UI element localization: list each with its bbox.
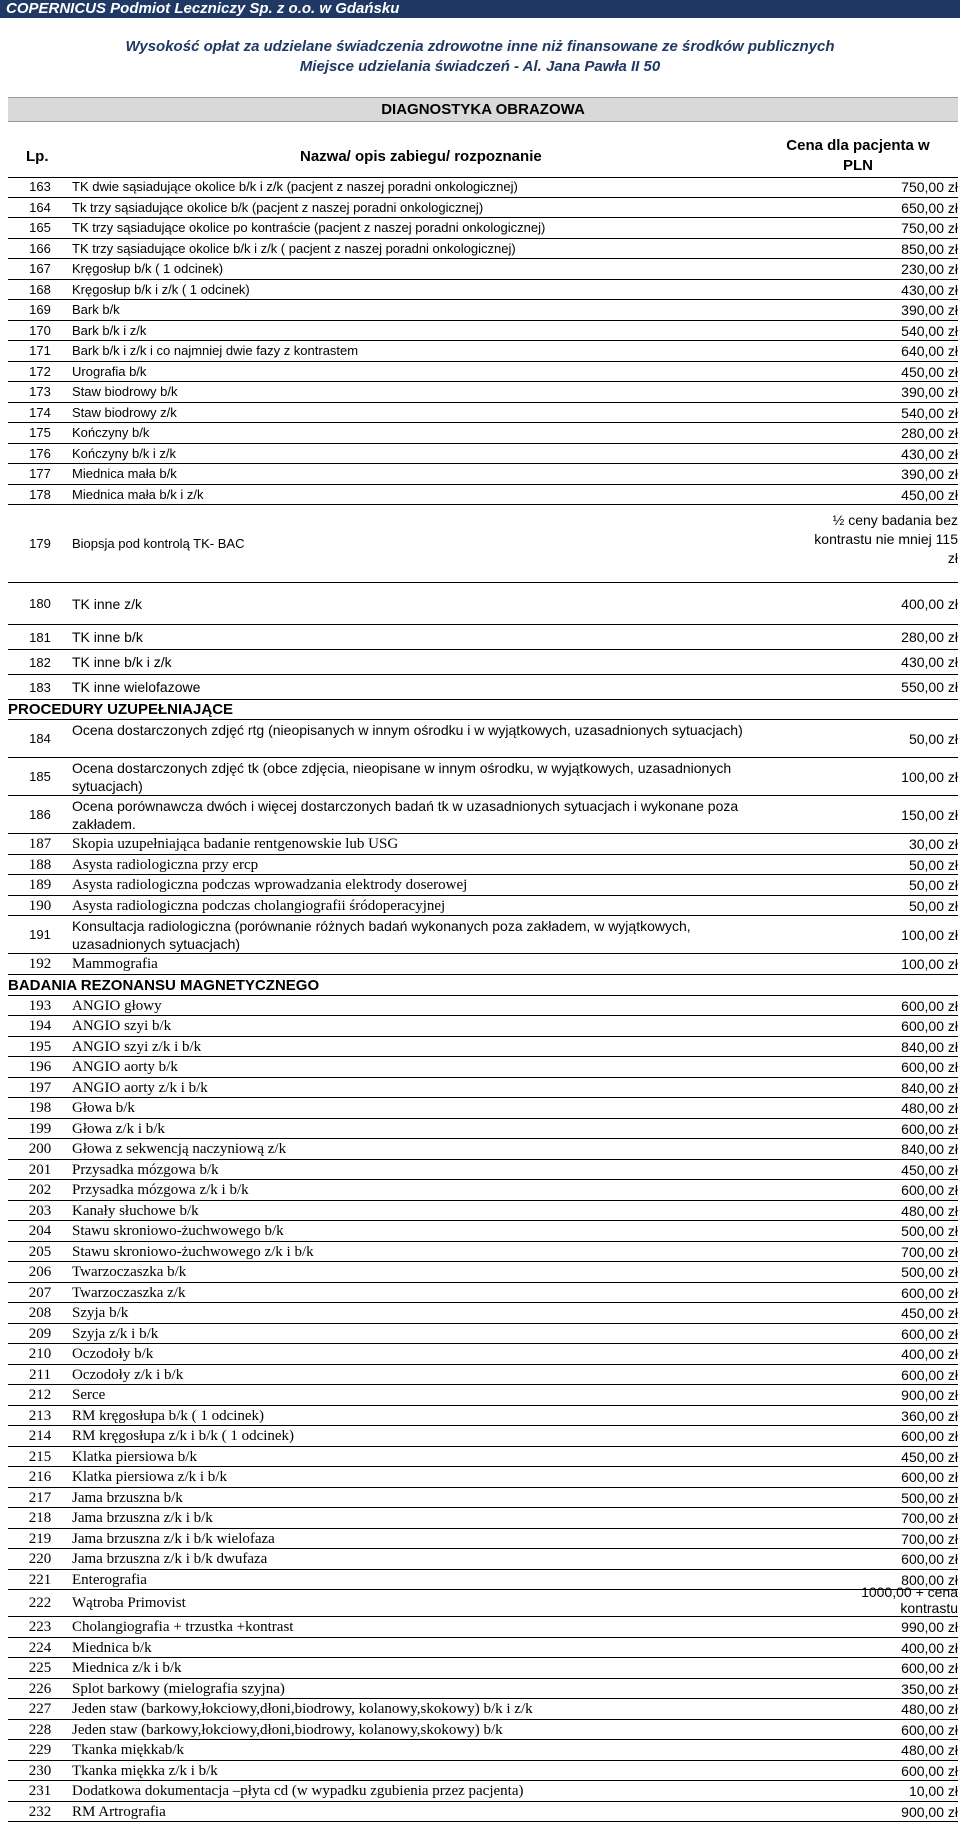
row-price: 390,00 zł [901,466,958,482]
table-row [8,321,958,342]
row-description: TK dwie sąsiadujące okolice b/k i z/k (pacjent z naszej poradni onkologicznej) [72,179,518,194]
row-number: 177 [29,466,51,481]
table-row [8,485,958,506]
row-number: 166 [29,240,51,256]
row-number: 224 [28,1639,52,1656]
table-row [8,403,958,424]
row-description: Jama brzuszna z/k i b/k wielofaza [72,1530,275,1547]
row-number: 194 [28,1018,52,1034]
row-number: 163 [29,179,51,194]
table-row [8,954,958,975]
row-number: 195 [28,1038,52,1055]
row-description: Głowa b/k [72,1100,135,1116]
table-row [8,1160,958,1181]
group-heading-procedures: PROCEDURY UZUPEŁNIAJĄCE [8,700,958,720]
row-price: 600,00 zł [901,1325,958,1342]
table-row [8,1720,958,1741]
table-row [8,1549,958,1570]
row-description: Stawu skroniowo-żuchwowego b/k [72,1223,284,1239]
row-description: Przysadka mózgowa b/k [72,1161,219,1178]
row-price: 600,00 zł [901,997,958,1014]
location-heading: Miejsce udzielania świadczeń - Al. Jana Pawła II 50 [299,58,661,75]
row-price: 600,00 zł [901,1120,958,1137]
row-number: 231 [28,1783,52,1799]
group-heading-mri: BADANIA REZONANSU MAGNETYCZNEGO [8,975,958,996]
table-row [8,916,958,954]
row-description: Asysta radiologiczna podczas cholangiografii śródoperacyjnej [72,897,446,914]
row-description: Ocena dostarczonych zdjęć tk (obce zdjęcia, nieopisane w innym ośrodku, w wyjątkowych, uzasadnionych sytuacjach) [72,760,732,794]
row-description: Wątroba Primovist [72,1595,186,1611]
row-number: 197 [28,1079,52,1096]
row-price: 100,00 zł [901,927,958,943]
column-header [8,133,958,178]
table-row [8,1221,958,1242]
row-description: Miednica z/k i b/k [72,1660,182,1676]
row-number: 172 [29,363,51,379]
row-number: 223 [28,1619,52,1635]
row-price: 390,00 zł [901,302,958,318]
table-row [8,1488,958,1509]
row-price: 600,00 zł [901,1469,958,1485]
row-price: 430,00 zł [901,281,958,298]
table-row [8,1802,958,1823]
price-table [8,177,958,1822]
row-description: TK inne b/k i z/k [72,654,172,670]
table-row [8,1365,958,1386]
table-row [8,855,958,876]
row-number: 189 [28,877,52,893]
row-price: 1000,00 + cena kontrastu [861,1584,958,1616]
row-description: Oczodoły z/k i b/k [72,1366,184,1383]
table-row [8,896,958,917]
row-description: Jama brzuszna z/k i b/k [72,1510,213,1526]
row-price: 390,00 zł [901,384,958,400]
row-description: Twarzoczaszka b/k [72,1264,187,1280]
row-number: 174 [29,404,51,420]
table-row [8,1303,958,1324]
row-description: Mammografia [72,956,158,972]
row-description: Tk trzy sąsiadujące okolice b/k (pacjent z naszej poradni onkologicznej) [72,199,484,215]
row-number: 191 [29,927,51,942]
row-price: 280,00 zł [901,629,958,645]
row-price: 600,00 zł [901,1284,958,1301]
table-row [8,444,958,465]
row-price: 350,00 zł [901,1680,958,1697]
row-description: RM kręgosłupa b/k ( 1 odcinek) [72,1407,265,1424]
row-price: 600,00 zł [901,1551,958,1567]
row-description: Bark b/k i z/k i co najmniej dwie fazy z kontrastem [72,343,359,358]
row-price: 430,00 zł [901,445,958,462]
row-number: 198 [28,1100,52,1116]
row-number: 202 [28,1182,52,1198]
table-row [8,1119,958,1140]
row-description: TK inne wielofazowe [72,679,201,695]
row-price: 480,00 zł [901,1701,958,1717]
row-description: Enterografia [72,1571,147,1588]
table-row [8,1242,958,1263]
row-description: Asysta radiologiczna przy ercp [72,856,259,873]
table-row [8,650,958,675]
row-number: 216 [28,1469,52,1485]
row-description: Dodatkowa dokumentacja –płyta cd (w wypadku zgubienia przez pacjenta) [72,1783,524,1799]
table-row [8,583,958,625]
row-description: Kończyny b/k i z/k [72,445,177,461]
table-row [8,1078,958,1099]
row-price: 750,00 zł [901,179,958,195]
table-row [8,1201,958,1222]
table-row [8,1658,958,1679]
row-price: 550,00 zł [901,679,958,695]
row-number: 192 [28,956,52,972]
row-description: Serce [72,1387,106,1403]
row-description: TK trzy sąsiadujące okolice b/k i z/k ( pacjent z naszej poradni onkologicznej) [72,240,516,256]
row-number: 181 [29,630,51,645]
row-price: 540,00 zł [901,322,958,339]
row-number: 178 [29,486,51,502]
row-description: Twarzoczaszka z/k [72,1284,186,1301]
row-description: Asysta radiologiczna podczas wprowadzania elektrody doserowej [72,877,468,893]
row-description: Klatka piersiowa b/k [72,1448,197,1465]
row-number: 226 [28,1680,52,1697]
table-row [8,720,958,758]
row-price: 600,00 zł [901,1059,958,1075]
row-description: Oczodoły b/k [72,1346,154,1362]
row-description: TK inne z/k [72,596,143,612]
table-row [8,1740,958,1761]
table-row [8,505,958,583]
row-number: 164 [29,199,51,215]
row-description: Jeden staw (barkowy,łokciowy,dłoni,biodrowy, kolanowy,skokowy) b/k i z/k [72,1701,533,1717]
row-price: 430,00 zł [901,654,958,670]
row-price: 700,00 zł [901,1530,958,1547]
row-description: Tkanka miękkab/k [72,1742,185,1758]
row-number: 229 [28,1742,52,1758]
row-number: 173 [29,384,51,399]
table-row [8,280,958,301]
row-price: 450,00 zł [901,1161,958,1178]
table-row [8,675,958,700]
section-title: DIAGNOSTYKA OBRAZOWA [381,101,585,118]
row-number: 213 [28,1407,52,1424]
table-row [8,1037,958,1058]
table-row [8,1324,958,1345]
row-price: 400,00 zł [901,1346,958,1362]
row-number: 222 [28,1595,52,1611]
row-price: 400,00 zł [901,1639,958,1656]
row-number: 206 [28,1264,52,1280]
row-price: 400,00 zł [901,596,958,612]
company-name: COPERNICUS Podmiot Leczniczy Sp. z o.o. w Gdańsku [6,0,400,17]
row-price: 600,00 zł [901,1762,958,1779]
table-row [8,1447,958,1468]
row-price: 600,00 zł [901,1182,958,1198]
row-price: 100,00 zł [901,769,958,785]
row-description: Ocena porównawcza dwóch i więcej dostarczonych badań tk w uzasadnionych sytuacjach i wykonane poza zakładem. [72,798,739,832]
table-row [8,1570,958,1591]
table-row [8,1262,958,1283]
row-number: 169 [29,302,51,317]
row-number: 196 [28,1059,52,1075]
row-number: 175 [29,425,51,440]
table-row [8,239,958,260]
row-number: 171 [29,343,51,358]
row-price: 900,00 zł [901,1387,958,1403]
row-number: 201 [28,1161,52,1178]
row-number: 204 [28,1223,52,1239]
table-row [8,423,958,444]
row-price: 640,00 zł [901,343,958,359]
table-row [8,259,958,280]
table-row [8,1529,958,1550]
row-number: 215 [28,1448,52,1465]
row-number: 205 [28,1243,52,1260]
row-price: 150,00 zł [901,807,958,823]
table-row [8,1508,958,1529]
row-description: ANGIO szyi z/k i b/k [72,1038,202,1055]
row-number: 170 [29,322,51,338]
row-number: 184 [29,731,51,746]
table-row [8,177,958,198]
row-price: 990,00 zł [901,1619,958,1635]
row-description: Kręgosłup b/k i z/k ( 1 odcinek) [72,281,250,297]
row-price: 600,00 zł [901,1660,958,1676]
row-number: 209 [28,1325,52,1342]
table-row [8,834,958,855]
row-description: Konsultacja radiologiczna (porównanie różnych badań wykonanych poza zakładem, w wyjątkowych, uzasadnionych sytuacjach) [72,918,691,952]
table-row [8,1098,958,1119]
row-description: Głowa z/k i b/k [72,1120,165,1137]
table-row [8,1016,958,1037]
table-row [8,300,958,321]
row-price: 600,00 zł [901,1366,958,1383]
row-number: 185 [29,769,51,784]
row-description: Bark b/k [72,302,120,317]
row-description: Ocena dostarczonych zdjęć rtg (nieopisanych w innym ośrodku i w wyjątkowych, uzasadnionych sytuacjach) [72,722,743,738]
top-banner [0,0,960,18]
row-description: Kończyny b/k [72,425,150,440]
row-number: 220 [28,1551,52,1567]
row-price: 450,00 zł [901,486,958,503]
row-number: 167 [29,261,51,276]
row-description: TK trzy sąsiadujące okolice po kontraście (pacjent z naszej poradni onkologicznej) [72,220,546,235]
row-description: Miednica mała b/k [72,466,177,481]
row-description: TK inne b/k [72,629,143,645]
row-description: Kręgosłup b/k ( 1 odcinek) [72,261,224,276]
row-description: Szyja z/k i b/k [72,1325,159,1342]
table-row [8,875,958,896]
row-number: 221 [28,1571,52,1588]
table-row [8,1344,958,1365]
row-description: RM kręgosłupa z/k i b/k ( 1 odcinek) [72,1428,295,1444]
section-bar [8,97,958,122]
row-description: ANGIO aorty z/k i b/k [72,1079,208,1096]
row-price: 700,00 zł [901,1243,958,1260]
row-description: Urografia b/k [72,363,147,379]
row-description: Jeden staw (barkowy,łokciowy,dłoni,biodrowy, kolanowy,skokowy) b/k [72,1721,503,1738]
row-price: 480,00 zł [901,1742,958,1758]
row-number: 179 [29,536,51,551]
row-description: Jama brzuszna b/k [72,1489,183,1506]
row-number: 208 [28,1305,52,1321]
row-price: 900,00 zł [901,1803,958,1820]
row-number: 165 [29,220,51,235]
table-row [8,1057,958,1078]
row-number: 214 [28,1428,52,1444]
row-description: Staw biodrowy b/k [72,384,178,399]
row-number: 199 [28,1120,52,1137]
table-row [8,1426,958,1447]
row-number: 183 [29,680,51,695]
row-description: Bark b/k i z/k [72,322,147,338]
row-number: 207 [28,1284,52,1301]
row-number: 168 [29,281,51,297]
row-number: 211 [29,1366,51,1383]
table-row [8,1406,958,1427]
row-description: Skopia uzupełniająca badanie rentgenowskie lub USG [72,836,399,852]
lp-header: Lp. [26,148,49,165]
row-number: 228 [28,1721,52,1738]
row-price: 600,00 zł [901,1428,958,1444]
row-price: 480,00 zł [901,1100,958,1116]
row-description: Szyja b/k [72,1305,129,1321]
table-row [8,464,958,485]
row-price: 840,00 zł [901,1079,958,1096]
row-description: Jama brzuszna z/k i b/k dwufaza [72,1551,268,1567]
table-row [8,382,958,403]
row-number: 225 [28,1660,52,1676]
row-price: 600,00 zł [901,1018,958,1034]
table-row [8,1467,958,1488]
table-row [8,1781,958,1802]
row-price: 30,00 zł [908,836,958,852]
table-row [8,1699,958,1720]
row-number: 193 [28,997,52,1014]
row-number: 212 [28,1387,52,1403]
row-description: Staw biodrowy z/k [72,404,177,420]
row-description: ANGIO głowy [72,997,162,1014]
fee-heading: Wysokość opłat za udzielane świadczenia zdrowotne inne niż finansowane ze środków publicznych [125,38,835,55]
row-price: 100,00 zł [901,956,958,972]
row-price: 50,00 zł [908,897,958,914]
price-header-line2: PLN [843,157,873,174]
row-number: 218 [28,1510,52,1526]
price-header-line1: Cena dla pacjenta w [786,137,930,154]
table-row [8,341,958,362]
row-description: Klatka piersiowa z/k i b/k [72,1469,227,1485]
row-price: 500,00 zł [901,1223,958,1239]
table-row [8,218,958,239]
row-price: 280,00 zł [901,425,958,441]
row-number: 230 [28,1762,52,1779]
row-description: ANGIO szyi b/k [72,1018,172,1034]
row-price: 450,00 zł [901,1448,958,1465]
row-price: 480,00 zł [901,1202,958,1219]
row-description: Miednica mała b/k i z/k [72,486,204,502]
row-description: RM Artrografia [72,1803,166,1820]
row-number: 203 [28,1202,52,1219]
table-row [8,996,958,1017]
row-description: Kanały słuchowe b/k [72,1202,199,1219]
row-price: 800,00 zł [901,1571,958,1588]
table-row [8,758,958,796]
row-number: 186 [29,807,51,822]
table-row [8,1638,958,1659]
row-price: ½ ceny badania bez kontrastu nie mniej 115 zł [814,512,958,566]
row-price: 540,00 zł [901,404,958,421]
row-price: 750,00 zł [901,220,958,236]
row-number: 182 [29,655,51,670]
row-price: 50,00 zł [908,877,958,893]
row-number: 176 [29,445,51,461]
row-price: 10,00 zł [908,1783,958,1799]
table-row [8,1761,958,1782]
row-description: Splot barkowy (mielografia szyjna) [72,1680,285,1697]
row-number: 180 [29,596,51,611]
row-price: 840,00 zł [901,1141,958,1157]
row-price: 840,00 zł [901,1038,958,1055]
row-description: ANGIO aorty b/k [72,1059,178,1075]
table-row [8,1584,958,1617]
table-row [8,1139,958,1160]
row-price: 500,00 zł [901,1264,958,1280]
row-number: 227 [28,1701,52,1717]
row-price: 650,00 zł [901,199,958,216]
table-row [8,362,958,383]
row-number: 232 [28,1803,52,1820]
row-price: 700,00 zł [901,1510,958,1526]
name-header: Nazwa/ opis zabiegu/ rozpoznanie [300,148,542,165]
row-number: 187 [28,836,52,852]
row-price: 450,00 zł [901,363,958,380]
row-number: 210 [28,1346,52,1362]
row-price: 360,00 zł [901,1407,958,1424]
row-price: 50,00 zł [908,731,958,747]
table-row [8,1385,958,1406]
row-description: Głowa z sekwencją naczyniową z/k [72,1141,287,1157]
row-price: 850,00 zł [901,240,958,257]
table-row [8,1617,958,1638]
row-price: 600,00 zł [901,1721,958,1738]
row-price: 500,00 zł [901,1489,958,1506]
table-row [8,198,958,219]
table-row [8,796,958,834]
row-number: 217 [28,1489,52,1506]
row-number: 200 [28,1141,52,1157]
table-row [8,625,958,650]
row-description: Tkanka miękka z/k i b/k [72,1762,218,1779]
row-description: Miednica b/k [72,1639,152,1656]
row-number: 188 [28,856,52,873]
row-price: 50,00 zł [908,856,958,873]
row-description: Stawu skroniowo-żuchwowego z/k i b/k [72,1243,314,1260]
row-number: 190 [28,897,52,914]
table-row [8,1180,958,1201]
row-price: 450,00 zł [901,1305,958,1321]
row-description: Przysadka mózgowa z/k i b/k [72,1182,249,1198]
row-description: Cholangiografia + trzustka +kontrast [72,1619,294,1635]
table-row [8,1679,958,1700]
row-price: 230,00 zł [901,261,958,277]
row-number: 219 [28,1530,52,1547]
table-row [8,1283,958,1304]
row-description: Biopsja pod kontrolą TK- BAC [72,536,245,551]
